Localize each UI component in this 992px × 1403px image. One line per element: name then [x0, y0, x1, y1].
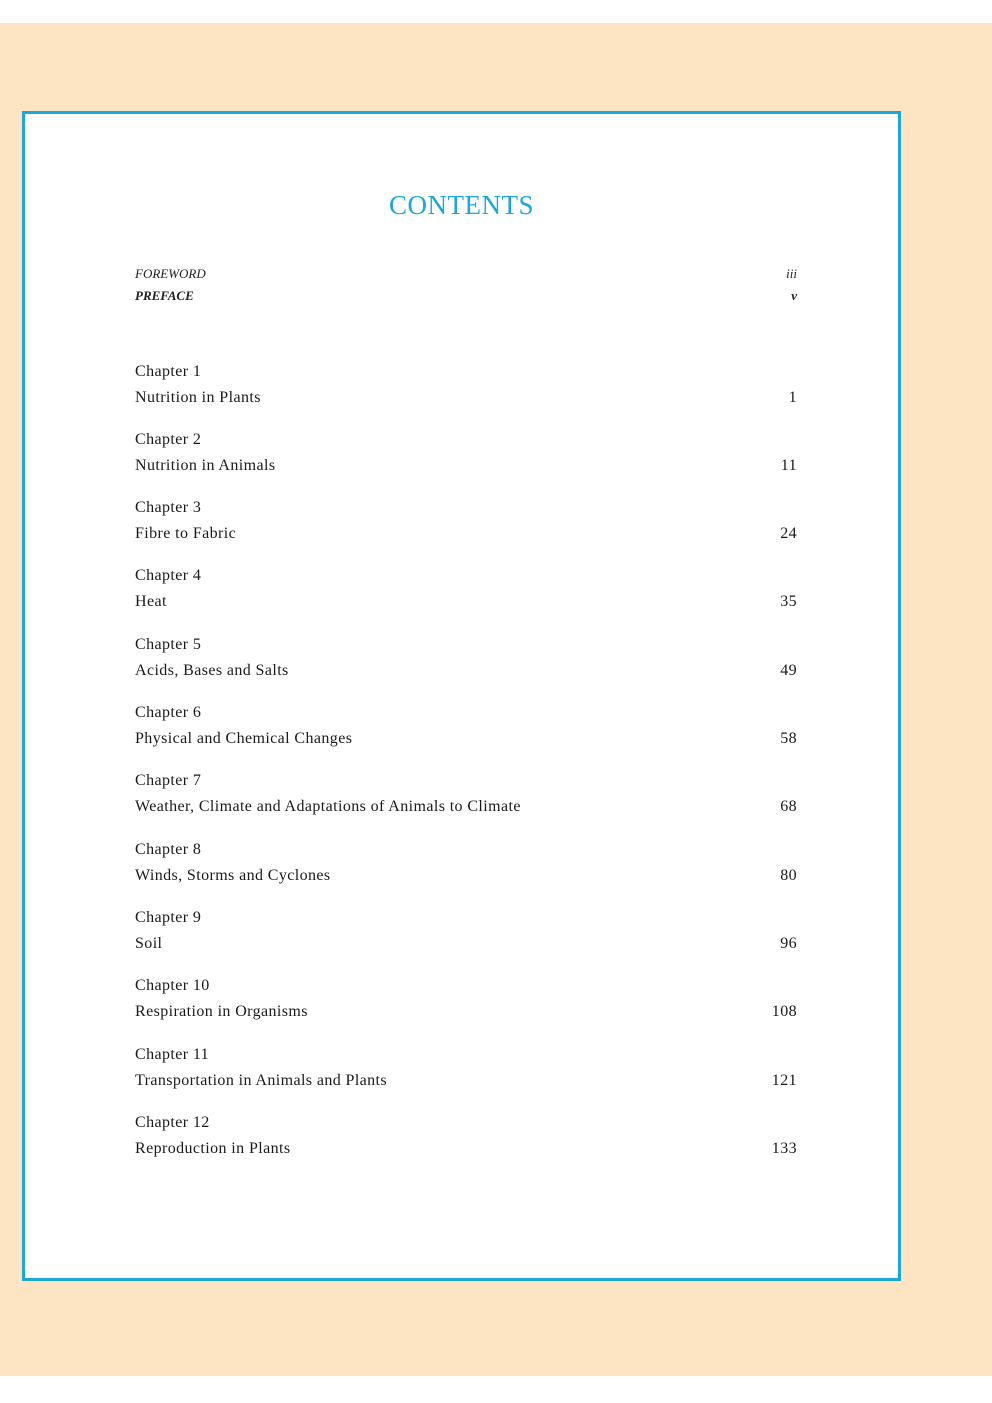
- chapter-page-number: 133: [771, 1140, 797, 1157]
- chapter-title: Winds, Storms and Cyclones: [135, 867, 331, 884]
- toc-chapter-6[interactable]: [135, 704, 797, 759]
- chapter-label: Chapter 11: [135, 1046, 210, 1063]
- chapter-page-number: 121: [771, 1072, 797, 1089]
- toc-chapter-1[interactable]: [135, 363, 797, 418]
- toc-chapter-4[interactable]: [135, 567, 797, 622]
- chapter-title: Physical and Chemical Changes: [135, 730, 353, 747]
- chapter-title: Nutrition in Animals: [135, 457, 276, 474]
- toc-chapter-7[interactable]: [135, 772, 797, 827]
- chapter-title: Soil: [135, 935, 163, 952]
- contents-panel: [22, 111, 901, 1281]
- toc-entry-page: iii: [786, 266, 797, 281]
- chapter-title: Acids, Bases and Salts: [135, 662, 289, 679]
- chapter-label: Chapter 6: [135, 704, 202, 721]
- toc-chapter-11[interactable]: [135, 1046, 797, 1101]
- chapter-title: Weather, Climate and Adaptations of Animals to Climate: [135, 798, 521, 815]
- toc-entry-label: PREFACE: [135, 288, 194, 303]
- chapter-page-number: 49: [780, 662, 797, 679]
- chapter-label: Chapter 9: [135, 909, 202, 926]
- toc-chapter-2[interactable]: [135, 431, 797, 486]
- toc-chapter-10[interactable]: [135, 977, 797, 1032]
- chapter-label: Chapter 8: [135, 841, 202, 858]
- chapter-label: Chapter 2: [135, 431, 202, 448]
- chapter-title: Nutrition in Plants: [135, 389, 261, 406]
- toc-entry-label: FOREWORD: [135, 266, 206, 281]
- toc-entry-page: v: [791, 288, 797, 303]
- chapter-page-number: 24: [780, 525, 797, 542]
- chapter-label: Chapter 5: [135, 636, 202, 653]
- toc-chapter-5[interactable]: [135, 636, 797, 691]
- chapter-page-number: 35: [780, 593, 797, 610]
- toc-chapter-12[interactable]: [135, 1114, 797, 1169]
- chapter-label: Chapter 10: [135, 977, 210, 994]
- chapter-title: Respiration in Organisms: [135, 1003, 308, 1020]
- chapter-page-number: 58: [780, 730, 797, 747]
- toc-chapter-9[interactable]: [135, 909, 797, 964]
- chapter-label: Chapter 4: [135, 567, 202, 584]
- chapter-page-number: 1: [788, 389, 797, 406]
- chapter-label: Chapter 1: [135, 363, 202, 380]
- chapter-title: Transportation in Animals and Plants: [135, 1072, 388, 1089]
- chapter-page-number: 80: [780, 867, 797, 884]
- toc-chapter-3[interactable]: [135, 499, 797, 554]
- chapter-title: Fibre to Fabric: [135, 525, 237, 542]
- page-title: CONTENTS: [389, 190, 534, 220]
- chapter-page-number: 68: [780, 798, 797, 815]
- chapter-title: Heat: [135, 593, 167, 610]
- chapter-label: Chapter 7: [135, 772, 202, 789]
- chapter-label: Chapter 3: [135, 499, 202, 516]
- toc-entry-preface[interactable]: [135, 288, 797, 304]
- chapter-title: Reproduction in Plants: [135, 1140, 291, 1157]
- chapter-page-number: 96: [780, 935, 797, 952]
- chapter-page-number: 11: [780, 457, 797, 474]
- chapter-label: Chapter 12: [135, 1114, 210, 1131]
- toc-entry-foreword[interactable]: [135, 266, 797, 282]
- toc-chapter-8[interactable]: [135, 841, 797, 896]
- chapter-page-number: 108: [771, 1003, 797, 1020]
